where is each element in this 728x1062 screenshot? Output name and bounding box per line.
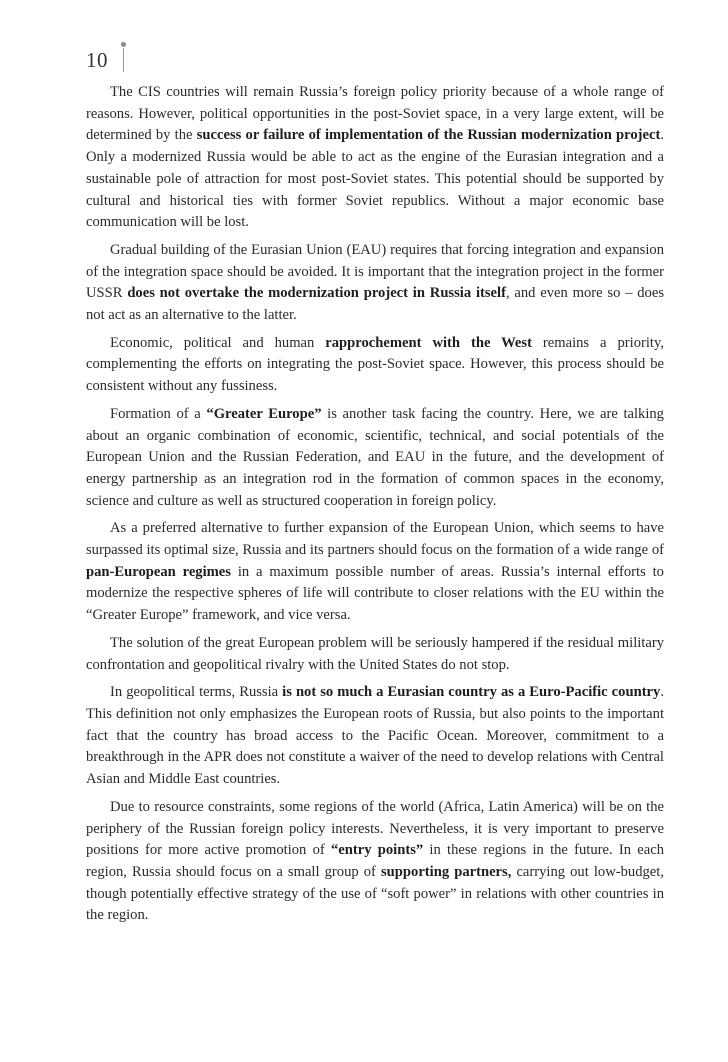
paragraph-text: remains a priority, complementing the efforts on integrating the post-Soviet space. However, this process should be consistent without any fussiness. [86, 334, 664, 395]
header-rule [123, 48, 124, 72]
emphasis-text: success or failure of implementation of the Russian modernization project [196, 127, 661, 144]
emphasis-text: rapprochement with the West [325, 334, 532, 351]
paragraph-text: . Only a modernized Russia would be able to act as the engine of the Eurasian integration and a sustainable pole of attraction for most post-Soviet states. This potential should be supported by cultural and historical ties with former Soviet republics. Without a major economic base communication will be lost. [86, 127, 664, 231]
paragraph [86, 82, 664, 234]
header-ornament-dot [121, 42, 126, 47]
paragraph-text: is another task facing the country. Here, we are talking about an organic combination of economic, scientific, technical, and social potentials of the European Union and the Russian Federation, and EAU in the future, and the development of energy partnership as an integration rod in the formation of common spaces in the economy, science and culture as well as structured cooperation in foreign policy. [86, 405, 664, 509]
paragraph-text: Formation of a [110, 405, 207, 422]
paragraph-text: Due to resource constraints, some regions of the world (Africa, Latin America) will be on the periphery of the Russian foreign policy interests. Nevertheless, it is very important to preserve positions for more active promotion of [86, 798, 664, 859]
paragraph [86, 682, 664, 791]
paragraph [86, 404, 664, 513]
paragraph-text: . This definition not only emphasizes the European roots of Russia, but also points to the important fact that the country has broad access to the Pacific Ocean. Moreover, commitment to a breakthrough in the APR does not constitute a waiver of the need to develop relations with Central Asian and Middle East countries. [86, 684, 664, 788]
paragraph [86, 240, 664, 327]
paragraph-text: Gradual building of the Eurasian Union (EAU) requires that forcing integration and expansion of the integration space should be avoided. It is important that the integration project in the former USSR [86, 241, 664, 302]
paragraph-text: , and even more so – does not act as an alternative to the latter. [86, 285, 665, 324]
emphasis-text: “entry points” [330, 842, 424, 859]
paragraph-text: in these regions in the future. In each region, Russia should focus on a small group of [86, 842, 665, 880]
paragraph-text: in a maximum possible number of areas. Russia’s internal efforts to modernize the respective spheres of life will contribute to closer relations with the EU within the “Greater Europe” framework, and vice versa. [86, 563, 664, 624]
paragraph-text: Economic, political and human [110, 334, 326, 351]
emphasis-text: “Greater Europe” [206, 405, 322, 422]
emphasis-text: pan-European regimes [86, 563, 231, 580]
paragraph [86, 633, 664, 676]
page-number: 10 [86, 48, 108, 72]
emphasis-text: does not overtake the modernization project in Russia itself [127, 285, 506, 302]
paragraph [86, 333, 664, 398]
paragraph [86, 518, 664, 627]
emphasis-text: is not so much a Eurasian country as a Euro-Pacific country [282, 684, 661, 701]
paragraph-text: carrying out low-budget, though potentially effective strategy of the use of “soft power” in relations with other countries in the region. [86, 863, 664, 924]
paragraph-text: The CIS countries will remain Russia’s foreign policy priority because of a whole range of reasons. However, political opportunities in the post-Soviet space, in a very large extent, will be determined by the [86, 84, 664, 144]
body-text [86, 82, 664, 933]
paragraph-text: In geopolitical terms, Russia [110, 684, 283, 701]
paragraph [86, 797, 664, 927]
paragraph-text: As a preferred alternative to further expansion of the European Union, which seems to have surpassed its optimal size, Russia and its partners should focus on the formation of a wide range of [86, 520, 664, 559]
emphasis-text: supporting partners, [381, 863, 512, 880]
paragraph-text: The solution of the great European problem will be seriously hampered if the residual military confrontation and geopolitical rivalry with the United States do not stop. [86, 634, 664, 673]
